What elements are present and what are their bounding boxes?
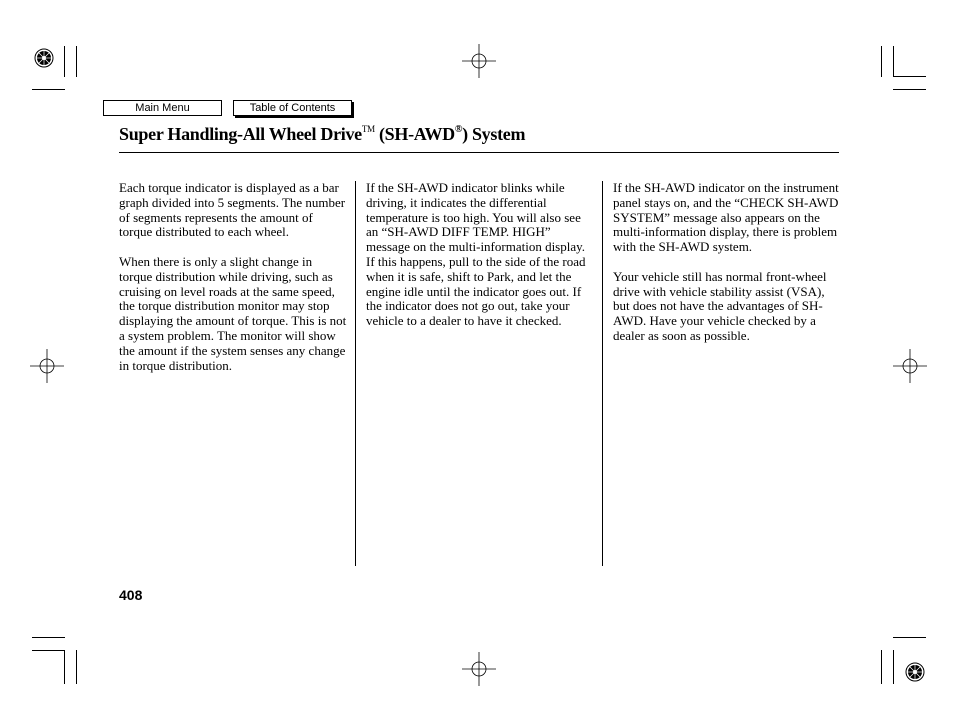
crop-mark xyxy=(64,46,65,77)
paragraph: Each torque indicator is displayed as a bar graph divided into 5 segments. The number of segments represents the amount of torque distributed to each wheel. xyxy=(119,180,346,240)
registration-crosshair-icon xyxy=(893,349,927,383)
crop-mark xyxy=(64,650,65,684)
crop-mark xyxy=(893,76,926,77)
paragraph: If the SH-AWD indicator on the instrument panel stays on, and the “CHECK SH-AWD SYSTEM” message also appears on the multi-information display, there is problem with the SH-AWD system. xyxy=(613,180,839,255)
text-column-1 xyxy=(119,181,347,388)
crop-mark xyxy=(76,46,77,77)
registered-symbol: ® xyxy=(454,124,463,135)
registration-crosshair-icon xyxy=(30,349,64,383)
crop-mark xyxy=(881,650,882,684)
registration-crosshair-icon xyxy=(462,44,496,78)
column-divider xyxy=(355,181,356,566)
crop-mark xyxy=(893,650,894,684)
trademark-symbol: TM xyxy=(361,124,375,134)
crop-mark xyxy=(32,89,65,90)
text-column-2 xyxy=(366,181,594,344)
table-of-contents-button[interactable]: Table of Contents xyxy=(233,100,352,116)
crop-mark xyxy=(32,637,65,638)
crop-mark xyxy=(76,650,77,684)
paragraph: When there is only a slight change in torque distribution while driving, such as cruising on level roads at the same speed, the torque distribution monitor may stop displaying the amount of torque. This is not a system problem. The monitor will show the amount if the system senses any change in torque distribution. xyxy=(119,253,347,373)
crop-mark xyxy=(893,46,894,77)
title-rule xyxy=(119,152,839,153)
text-column-3 xyxy=(613,181,839,359)
crop-mark xyxy=(881,46,882,77)
page-title: Super Handling-All Wheel Drive™ (SH-AWD®) System xyxy=(119,124,526,144)
crop-mark xyxy=(32,650,65,651)
registration-sunburst-icon xyxy=(34,48,54,68)
crop-mark xyxy=(893,89,926,90)
main-menu-button[interactable]: Main Menu xyxy=(103,100,222,116)
registration-crosshair-icon xyxy=(462,652,496,686)
column-divider xyxy=(602,181,603,566)
crop-mark xyxy=(893,637,926,638)
page-number: 408 xyxy=(119,587,143,603)
paragraph: Your vehicle still has normal front-wheel drive with vehicle stability assist (VSA), but does not have the advantages of SH-AWD. Have your vehicle checked by a dealer as soon as possible. xyxy=(613,268,827,343)
registration-sunburst-icon xyxy=(905,662,925,682)
paragraph: If the SH-AWD indicator blinks while driving, it indicates the differential temperature is too high. You will also see an “SH-AWD DIFF TEMP. HIGH” message on the multi-information display. If this happens, pull to the side of the road when it is safe, shift to Park, and let the engine idle until the indicator goes out. If the indicator does not go out, take your vehicle to a dealer to have it checked. xyxy=(366,180,586,329)
